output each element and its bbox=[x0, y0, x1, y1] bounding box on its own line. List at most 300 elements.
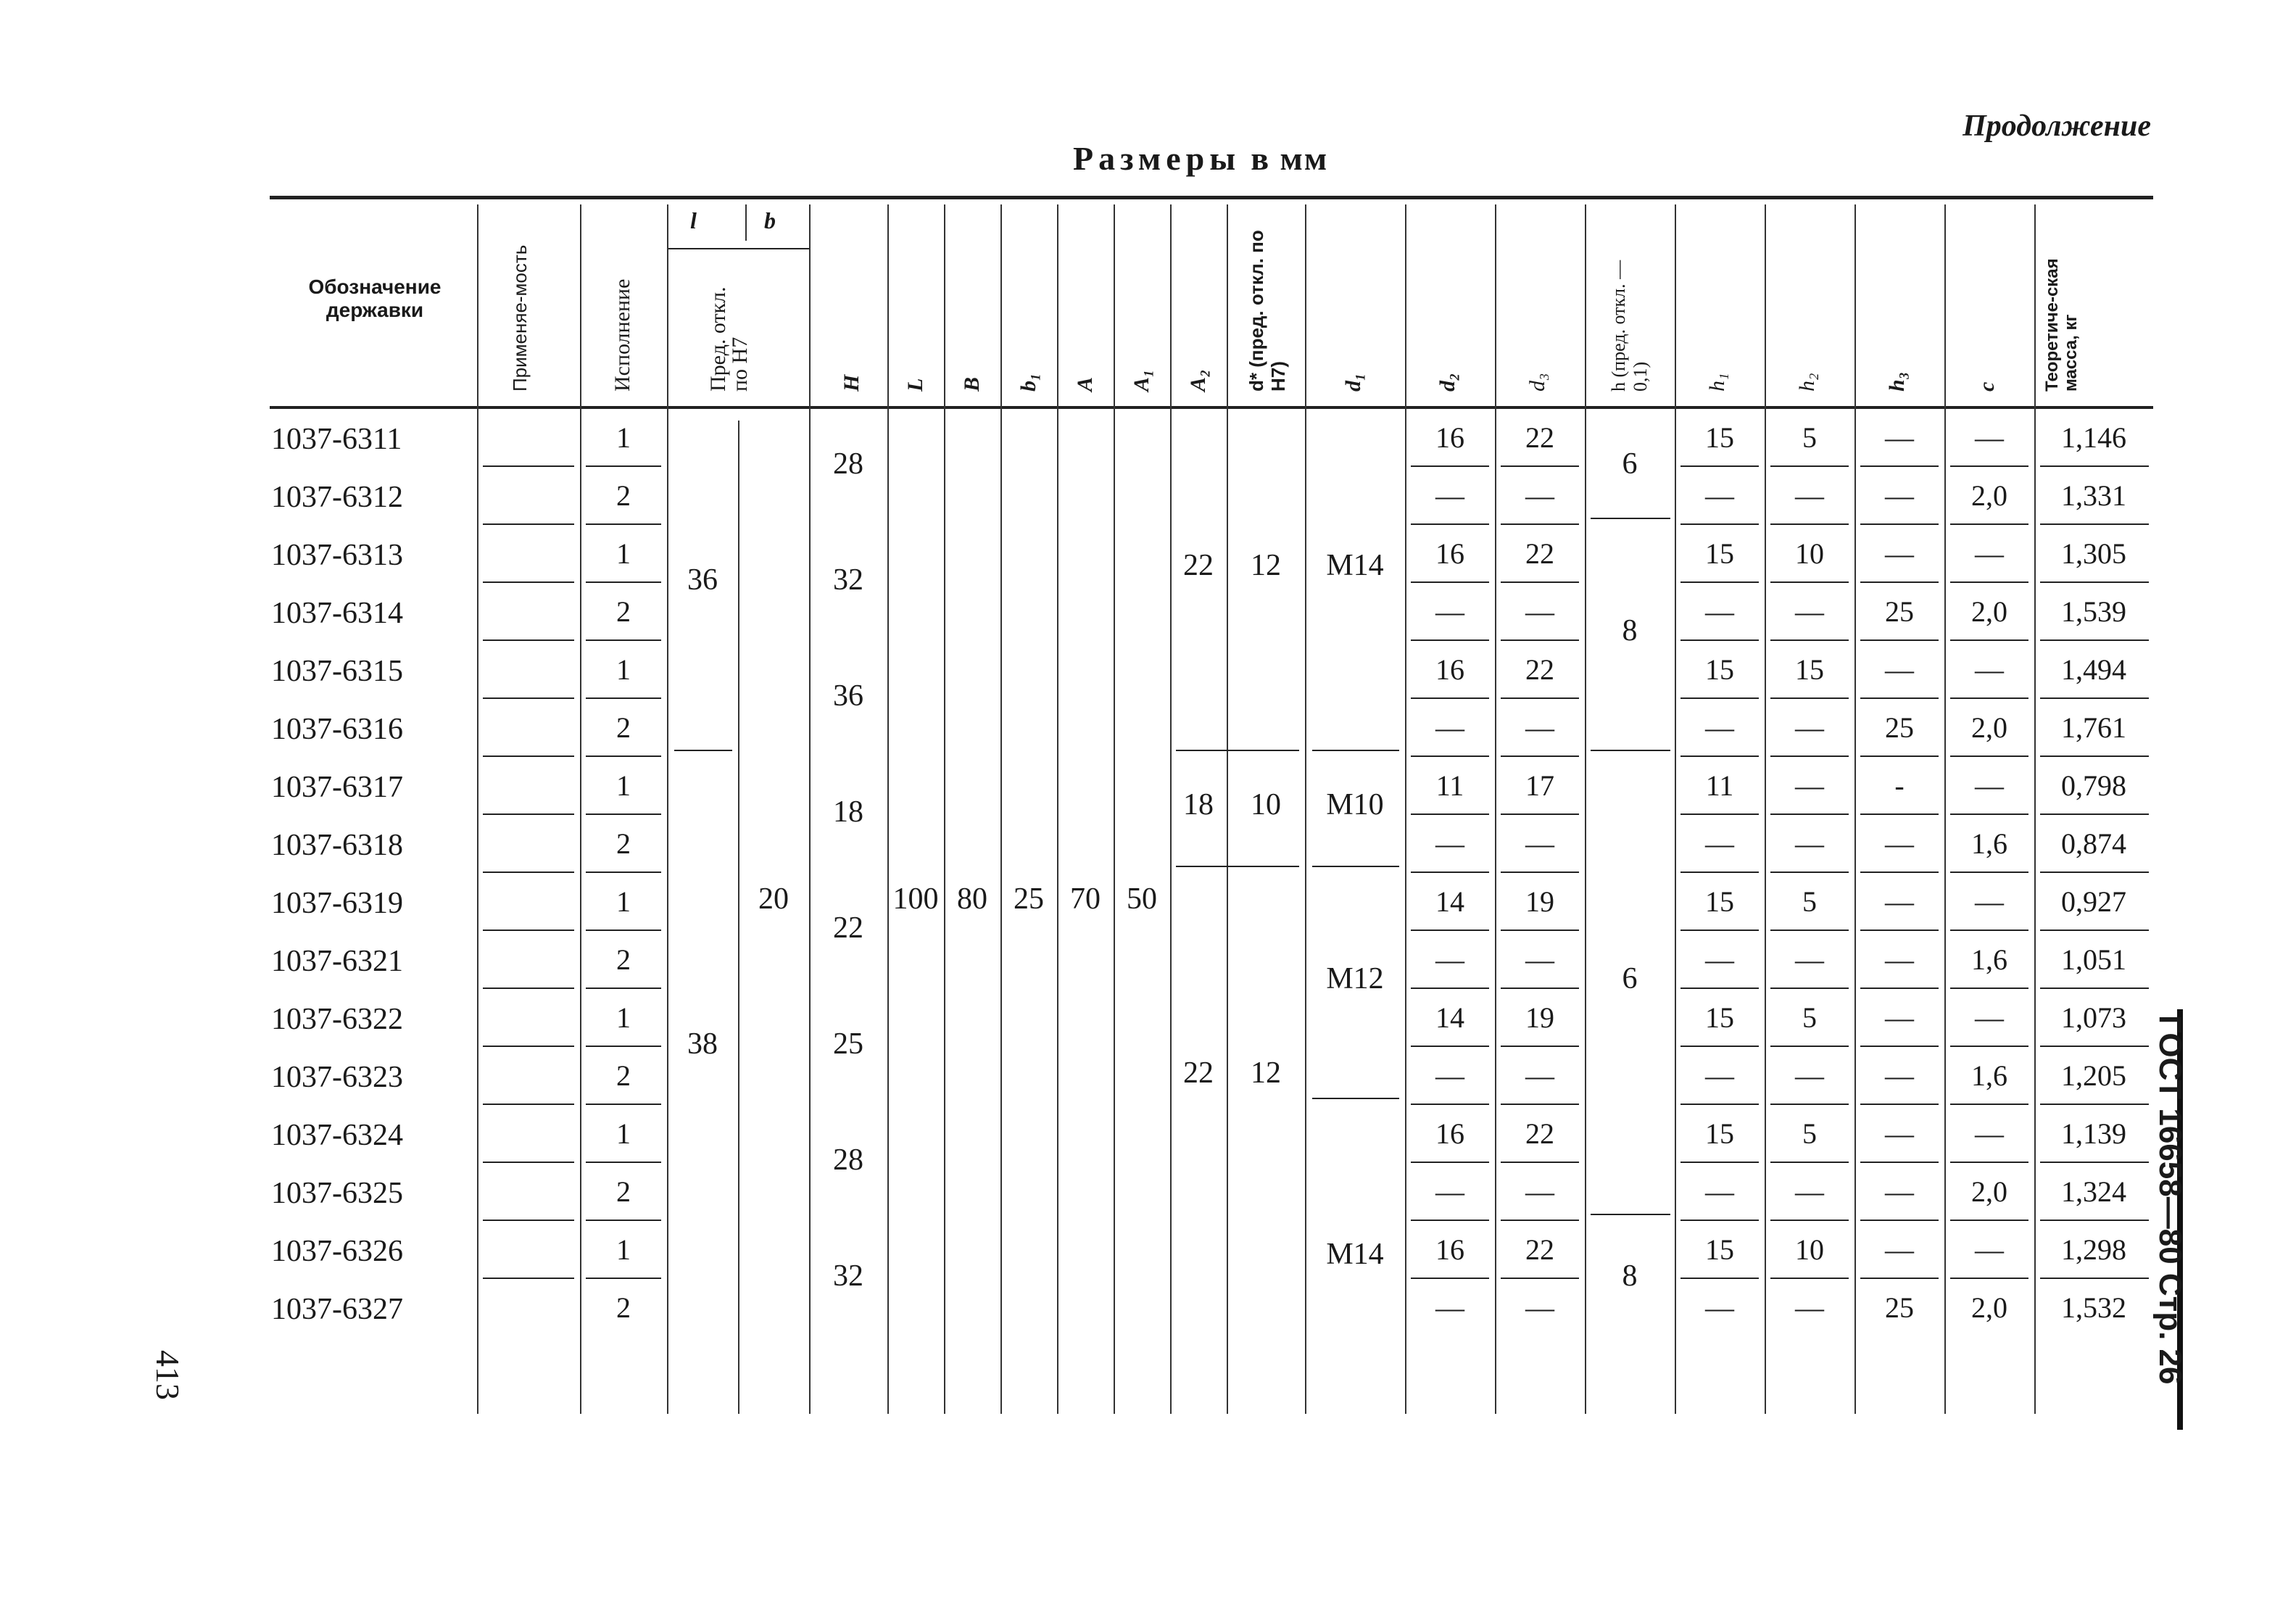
row-cell-h2: 5 bbox=[1802, 885, 1817, 918]
cell-H-18: 18 bbox=[833, 795, 863, 829]
row-cell-h3: — bbox=[1885, 827, 1914, 860]
col-rule bbox=[2034, 204, 2036, 1414]
row-cell-ver: 2 bbox=[616, 479, 631, 512]
row-cell-d2: 11 bbox=[1435, 769, 1464, 802]
row-cell-m: 1,539 bbox=[2061, 595, 2126, 628]
row-cell-h2: — bbox=[1795, 1059, 1824, 1092]
row-cell-m: 0,927 bbox=[2061, 885, 2126, 918]
row-rule bbox=[586, 581, 661, 583]
row-cell-h3: — bbox=[1885, 1233, 1914, 1266]
row-cell-d3: — bbox=[1525, 711, 1554, 744]
row-cell-h1: — bbox=[1705, 711, 1734, 744]
row-cell-c: — bbox=[1975, 537, 2004, 570]
cell-d-12: 12 bbox=[1251, 549, 1281, 582]
row-rule bbox=[1950, 755, 2028, 757]
row-cell-d3: — bbox=[1525, 1291, 1554, 1324]
group-rule bbox=[1591, 750, 1670, 751]
row-cell-m: 1,146 bbox=[2061, 421, 2126, 454]
row-rule bbox=[1501, 872, 1579, 873]
row-cell-h2: 5 bbox=[1802, 421, 1817, 454]
row-cell-d3: 17 bbox=[1525, 769, 1554, 802]
row-cell-m: 1,532 bbox=[2061, 1291, 2126, 1324]
col-rule bbox=[887, 204, 889, 1414]
cell-b-20: 20 bbox=[758, 882, 789, 916]
row-rule bbox=[483, 1278, 574, 1279]
row-cell-h3: — bbox=[1885, 1117, 1914, 1150]
header-b1: b₁ bbox=[1016, 373, 1040, 392]
row-cell-d2: 16 bbox=[1435, 1233, 1464, 1266]
row-designation: 1037-6324 bbox=[271, 1119, 403, 1152]
header-designation: Обозначение державки bbox=[308, 276, 442, 321]
row-rule bbox=[1501, 465, 1579, 467]
row-rule bbox=[1950, 988, 2028, 989]
row-designation: 1037-6315 bbox=[271, 655, 403, 688]
row-cell-ver: 2 bbox=[616, 711, 631, 744]
row-cell-m: 1,324 bbox=[2061, 1175, 2126, 1208]
row-rule bbox=[1860, 639, 1939, 641]
row-cell-ver: 1 bbox=[616, 1001, 631, 1034]
row-rule bbox=[483, 1104, 574, 1105]
row-designation: 1037-6317 bbox=[271, 771, 403, 804]
row-rule bbox=[483, 814, 574, 815]
row-cell-d2: 16 bbox=[1435, 1117, 1464, 1150]
row-cell-d3: 19 bbox=[1525, 885, 1554, 918]
row-cell-ver: 2 bbox=[616, 595, 631, 628]
row-designation: 1037-6318 bbox=[271, 829, 403, 862]
row-cell-c: — bbox=[1975, 885, 2004, 918]
row-rule bbox=[1770, 755, 1849, 757]
row-rule bbox=[586, 1220, 661, 1221]
row-rule bbox=[586, 814, 661, 815]
row-rule bbox=[483, 1162, 574, 1163]
row-rule bbox=[1860, 581, 1939, 583]
group-rule bbox=[1176, 866, 1299, 867]
row-rule bbox=[1770, 523, 1849, 525]
row-cell-h2: — bbox=[1795, 769, 1824, 802]
header-version: Исполнение bbox=[610, 278, 634, 392]
row-rule bbox=[2040, 1220, 2149, 1221]
row-rule bbox=[483, 1046, 574, 1047]
row-rule bbox=[1411, 523, 1489, 525]
row-rule bbox=[1950, 1278, 2028, 1279]
row-rule bbox=[1680, 1104, 1759, 1105]
header-L: L bbox=[903, 378, 927, 392]
col-rule bbox=[1675, 204, 1676, 1414]
col-rule bbox=[667, 204, 668, 1414]
row-rule bbox=[1860, 1220, 1939, 1221]
row-cell-d2: — bbox=[1435, 1059, 1464, 1092]
row-rule bbox=[1950, 697, 2028, 699]
col-rule bbox=[944, 204, 945, 1414]
row-rule bbox=[1860, 988, 1939, 989]
row-rule bbox=[1950, 930, 2028, 931]
row-cell-d3: 19 bbox=[1525, 1001, 1554, 1034]
row-rule bbox=[1680, 755, 1759, 757]
row-rule bbox=[586, 755, 661, 757]
row-cell-h2: — bbox=[1795, 1175, 1824, 1208]
cell-L-100: 100 bbox=[892, 882, 939, 916]
row-cell-c: 2,0 bbox=[1971, 595, 2007, 628]
cell-H-32b: 32 bbox=[833, 1259, 863, 1293]
cell-H-28: 28 bbox=[833, 447, 863, 481]
row-rule bbox=[483, 755, 574, 757]
row-rule bbox=[1411, 930, 1489, 931]
row-rule bbox=[1770, 1104, 1849, 1105]
row-cell-h3: 25 bbox=[1885, 1291, 1914, 1324]
row-cell-h2: — bbox=[1795, 711, 1824, 744]
row-rule bbox=[1860, 523, 1939, 525]
cell-H-25: 25 bbox=[833, 1027, 863, 1061]
header-h3: h₃ bbox=[1885, 371, 1909, 392]
row-cell-d3: 22 bbox=[1525, 1233, 1554, 1266]
row-cell-m: 1,331 bbox=[2061, 479, 2126, 512]
row-rule bbox=[1501, 1104, 1579, 1105]
row-rule bbox=[483, 872, 574, 873]
row-cell-ver: 2 bbox=[616, 827, 631, 860]
row-cell-d2: — bbox=[1435, 1175, 1464, 1208]
row-rule bbox=[2040, 523, 2149, 525]
row-cell-d3: 22 bbox=[1525, 1117, 1554, 1150]
cell-b1-25: 25 bbox=[1014, 882, 1044, 916]
row-cell-c: 2,0 bbox=[1971, 1175, 2007, 1208]
col-rule bbox=[580, 204, 581, 1414]
row-cell-d3: 22 bbox=[1525, 537, 1554, 570]
row-rule bbox=[1411, 1046, 1489, 1047]
row-rule bbox=[1501, 639, 1579, 641]
row-rule bbox=[1680, 988, 1759, 989]
row-rule bbox=[586, 930, 661, 931]
row-cell-m: 0,874 bbox=[2061, 827, 2126, 860]
row-cell-d2: 14 bbox=[1435, 885, 1464, 918]
row-rule bbox=[1770, 1162, 1849, 1163]
row-rule bbox=[1770, 465, 1849, 467]
header-c: c bbox=[1975, 381, 1999, 392]
row-rule bbox=[1680, 930, 1759, 931]
row-rule bbox=[1680, 1046, 1759, 1047]
cell-d1-M10: M10 bbox=[1326, 788, 1384, 821]
header-l: l bbox=[690, 207, 697, 233]
row-cell-h2: 5 bbox=[1802, 1117, 1817, 1150]
row-cell-h1: 15 bbox=[1705, 1117, 1734, 1150]
row-cell-ver: 1 bbox=[616, 1233, 631, 1266]
row-cell-d3: — bbox=[1525, 827, 1554, 860]
row-cell-d3: — bbox=[1525, 943, 1554, 976]
header-h2: h₂ bbox=[1795, 373, 1819, 392]
row-rule bbox=[1680, 465, 1759, 467]
row-cell-c: 1,6 bbox=[1971, 1059, 2007, 1092]
row-rule bbox=[1860, 697, 1939, 699]
row-designation: 1037-6323 bbox=[271, 1061, 403, 1094]
row-rule bbox=[1770, 814, 1849, 815]
row-rule bbox=[2040, 930, 2149, 931]
row-rule bbox=[1680, 697, 1759, 699]
row-cell-h3: 25 bbox=[1885, 595, 1914, 628]
row-rule bbox=[1680, 814, 1759, 815]
row-rule bbox=[1860, 1278, 1939, 1279]
row-rule bbox=[1950, 1046, 2028, 1047]
row-cell-h3: — bbox=[1885, 1175, 1914, 1208]
row-cell-ver: 1 bbox=[616, 769, 631, 802]
row-cell-h1: 15 bbox=[1705, 885, 1734, 918]
row-cell-m: 1,051 bbox=[2061, 943, 2126, 976]
row-rule bbox=[1501, 814, 1579, 815]
row-rule bbox=[2040, 697, 2149, 699]
col-rule bbox=[1765, 204, 1766, 1414]
row-designation: 1037-6313 bbox=[271, 539, 403, 572]
header-H: H bbox=[840, 374, 863, 392]
row-cell-h2: — bbox=[1795, 595, 1824, 628]
row-cell-h1: — bbox=[1705, 1059, 1734, 1092]
row-rule bbox=[1411, 872, 1489, 873]
row-designation: 1037-6311 bbox=[271, 423, 402, 456]
row-cell-h2: 15 bbox=[1795, 653, 1824, 686]
row-rule bbox=[1860, 930, 1939, 931]
row-rule bbox=[1411, 1162, 1489, 1163]
row-cell-ver: 1 bbox=[616, 1117, 631, 1150]
row-rule bbox=[2040, 581, 2149, 583]
page-number: 413 bbox=[149, 1350, 186, 1400]
lb-divider-rule bbox=[667, 248, 809, 249]
row-cell-ver: 1 bbox=[616, 885, 631, 918]
row-rule bbox=[1411, 697, 1489, 699]
header-A: A bbox=[1073, 376, 1097, 392]
cell-l-38: 38 bbox=[687, 1027, 718, 1061]
header-d-H7: d* (пред. откл. по H7) bbox=[1246, 230, 1289, 392]
row-rule bbox=[1860, 1046, 1939, 1047]
row-rule bbox=[483, 581, 574, 583]
row-cell-c: — bbox=[1975, 1233, 2004, 1266]
cell-d-10: 10 bbox=[1251, 788, 1281, 821]
row-rule bbox=[1770, 1220, 1849, 1221]
row-cell-ver: 1 bbox=[616, 653, 631, 686]
row-cell-d3: — bbox=[1525, 1175, 1554, 1208]
row-cell-h1: 15 bbox=[1705, 653, 1734, 686]
row-cell-d2: 16 bbox=[1435, 537, 1464, 570]
row-cell-h1: — bbox=[1705, 1175, 1734, 1208]
row-rule bbox=[1501, 988, 1579, 989]
group-rule bbox=[1591, 1214, 1670, 1215]
row-cell-h1: — bbox=[1705, 827, 1734, 860]
row-rule bbox=[483, 697, 574, 699]
row-rule bbox=[1770, 697, 1849, 699]
row-cell-c: 2,0 bbox=[1971, 479, 2007, 512]
group-rule bbox=[1591, 518, 1670, 519]
row-rule bbox=[2040, 465, 2149, 467]
row-cell-h3: 25 bbox=[1885, 711, 1914, 744]
col-rule bbox=[1114, 204, 1115, 1414]
row-rule bbox=[483, 1220, 574, 1221]
row-cell-h3: — bbox=[1885, 537, 1914, 570]
row-cell-m: 1,073 bbox=[2061, 1001, 2126, 1034]
row-designation: 1037-6316 bbox=[271, 713, 403, 746]
col-rule bbox=[1495, 204, 1496, 1414]
col-rule bbox=[1000, 204, 1002, 1414]
col-rule bbox=[1585, 204, 1586, 1414]
row-cell-h3: — bbox=[1885, 421, 1914, 454]
standard-reference: ГОСТ 16658—80 Стр. 26 bbox=[2152, 1015, 2188, 1385]
header-d1: d₁ bbox=[1341, 373, 1365, 392]
row-rule bbox=[586, 697, 661, 699]
row-designation: 1037-6326 bbox=[271, 1235, 403, 1268]
row-rule bbox=[586, 1104, 661, 1105]
row-rule bbox=[586, 639, 661, 641]
row-cell-c: — bbox=[1975, 769, 2004, 802]
dimensions-table bbox=[270, 196, 2153, 1414]
row-rule bbox=[1411, 1278, 1489, 1279]
col-rule bbox=[1057, 204, 1058, 1414]
row-designation: 1037-6322 bbox=[271, 1003, 403, 1036]
row-rule bbox=[1770, 581, 1849, 583]
row-cell-h1: 11 bbox=[1705, 769, 1734, 802]
row-rule bbox=[1501, 1220, 1579, 1221]
table-title bbox=[1073, 139, 1328, 178]
row-rule bbox=[1411, 814, 1489, 815]
row-cell-d2: 16 bbox=[1435, 421, 1464, 454]
row-cell-d3: 22 bbox=[1525, 653, 1554, 686]
row-cell-h1: — bbox=[1705, 479, 1734, 512]
row-rule bbox=[1411, 755, 1489, 757]
row-rule bbox=[2040, 1278, 2149, 1279]
row-rule bbox=[1501, 1046, 1579, 1047]
row-rule bbox=[1860, 1162, 1939, 1163]
row-rule bbox=[1680, 1220, 1759, 1221]
group-rule bbox=[1176, 750, 1299, 751]
row-rule bbox=[586, 465, 661, 467]
cell-h-8: 8 bbox=[1622, 614, 1638, 647]
row-rule bbox=[1770, 872, 1849, 873]
row-rule bbox=[2040, 639, 2149, 641]
row-cell-d2: — bbox=[1435, 595, 1464, 628]
row-designation: 1037-6319 bbox=[271, 887, 403, 920]
row-rule bbox=[586, 988, 661, 989]
row-rule bbox=[1950, 523, 2028, 525]
row-cell-h2: — bbox=[1795, 827, 1824, 860]
cell-H-32: 32 bbox=[833, 563, 863, 597]
cell-d1-M14b: M14 bbox=[1326, 1238, 1384, 1271]
row-cell-c: — bbox=[1975, 1001, 2004, 1034]
row-rule bbox=[1860, 465, 1939, 467]
row-rule bbox=[1501, 930, 1579, 931]
row-rule bbox=[1501, 1278, 1579, 1279]
row-cell-h3: — bbox=[1885, 479, 1914, 512]
row-rule bbox=[1950, 465, 2028, 467]
row-rule bbox=[483, 930, 574, 931]
row-rule bbox=[1411, 465, 1489, 467]
row-cell-c: — bbox=[1975, 653, 2004, 686]
row-rule bbox=[1950, 1162, 2028, 1163]
row-cell-h3: — bbox=[1885, 1059, 1914, 1092]
row-rule bbox=[586, 1162, 661, 1163]
row-rule bbox=[1770, 639, 1849, 641]
row-rule bbox=[1860, 872, 1939, 873]
row-cell-c: 2,0 bbox=[1971, 711, 2007, 744]
cell-A1-50: 50 bbox=[1127, 882, 1157, 916]
header-bottom-rule bbox=[270, 406, 2153, 409]
row-rule bbox=[1770, 1046, 1849, 1047]
row-cell-m: 1,298 bbox=[2061, 1233, 2126, 1266]
row-cell-ver: 2 bbox=[616, 943, 631, 976]
row-rule bbox=[1501, 1162, 1579, 1163]
cell-H-36: 36 bbox=[833, 679, 863, 713]
row-rule bbox=[1860, 755, 1939, 757]
row-cell-d2: 16 bbox=[1435, 653, 1464, 686]
row-rule bbox=[1950, 872, 2028, 873]
cell-A-70: 70 bbox=[1070, 882, 1101, 916]
row-rule bbox=[1411, 1104, 1489, 1105]
cell-h-6b: 6 bbox=[1622, 962, 1638, 995]
row-cell-d3: — bbox=[1525, 595, 1554, 628]
row-cell-m: 1,139 bbox=[2061, 1117, 2126, 1150]
row-rule bbox=[2040, 872, 2149, 873]
row-cell-h1: 15 bbox=[1705, 421, 1734, 454]
row-rule bbox=[483, 988, 574, 989]
title-unit: в мм bbox=[1251, 140, 1329, 177]
row-cell-h3: — bbox=[1885, 885, 1914, 918]
cell-A2-18: 18 bbox=[1183, 788, 1214, 821]
header-d2: d₂ bbox=[1435, 373, 1459, 392]
row-cell-d2: — bbox=[1435, 711, 1464, 744]
cell-d1-M14: M14 bbox=[1326, 549, 1384, 582]
row-designation: 1037-6314 bbox=[271, 597, 403, 630]
row-cell-h1: 15 bbox=[1705, 1001, 1734, 1034]
row-cell-ver: 2 bbox=[616, 1291, 631, 1324]
row-rule bbox=[586, 1046, 661, 1047]
row-designation: 1037-6321 bbox=[271, 945, 403, 978]
row-rule bbox=[1680, 1162, 1759, 1163]
row-rule bbox=[1680, 523, 1759, 525]
table-top-rule bbox=[270, 196, 2153, 199]
row-cell-c: 1,6 bbox=[1971, 943, 2007, 976]
col-rule bbox=[1405, 204, 1406, 1414]
group-rule bbox=[674, 750, 732, 751]
row-cell-h1: — bbox=[1705, 943, 1734, 976]
row-cell-h3: — bbox=[1885, 653, 1914, 686]
cell-B-80: 80 bbox=[957, 882, 987, 916]
header-B: B bbox=[960, 376, 984, 392]
col-rule bbox=[738, 421, 739, 1414]
row-rule bbox=[1680, 1278, 1759, 1279]
row-cell-m: 1,205 bbox=[2061, 1059, 2126, 1092]
row-cell-d3: 22 bbox=[1525, 421, 1554, 454]
row-cell-m: 1,761 bbox=[2061, 711, 2126, 744]
row-cell-h3: — bbox=[1885, 943, 1914, 976]
row-rule bbox=[1950, 1104, 2028, 1105]
group-rule bbox=[1312, 750, 1399, 751]
header-h-tolerance: h (пред. откл. —0,1) bbox=[1608, 260, 1651, 392]
row-rule bbox=[1680, 639, 1759, 641]
row-rule bbox=[483, 523, 574, 525]
row-rule bbox=[2040, 988, 2149, 989]
row-cell-ver: 2 bbox=[616, 1175, 631, 1208]
row-rule bbox=[1411, 1220, 1489, 1221]
row-cell-c: 1,6 bbox=[1971, 827, 2007, 860]
row-cell-h2: — bbox=[1795, 943, 1824, 976]
row-rule bbox=[1860, 1104, 1939, 1105]
row-cell-h3: — bbox=[1885, 1001, 1914, 1034]
row-cell-ver: 1 bbox=[616, 537, 631, 570]
row-cell-d2: 14 bbox=[1435, 1001, 1464, 1034]
header-b: b bbox=[764, 207, 776, 233]
row-cell-h2: — bbox=[1795, 1291, 1824, 1324]
row-cell-h1: — bbox=[1705, 595, 1734, 628]
row-rule bbox=[586, 1278, 661, 1279]
row-designation: 1037-6327 bbox=[271, 1293, 403, 1326]
row-cell-h2: — bbox=[1795, 479, 1824, 512]
header-A2: A₂ bbox=[1186, 369, 1210, 392]
row-rule bbox=[2040, 814, 2149, 815]
group-rule bbox=[1312, 1098, 1399, 1099]
title-text: Размеры bbox=[1073, 140, 1241, 177]
